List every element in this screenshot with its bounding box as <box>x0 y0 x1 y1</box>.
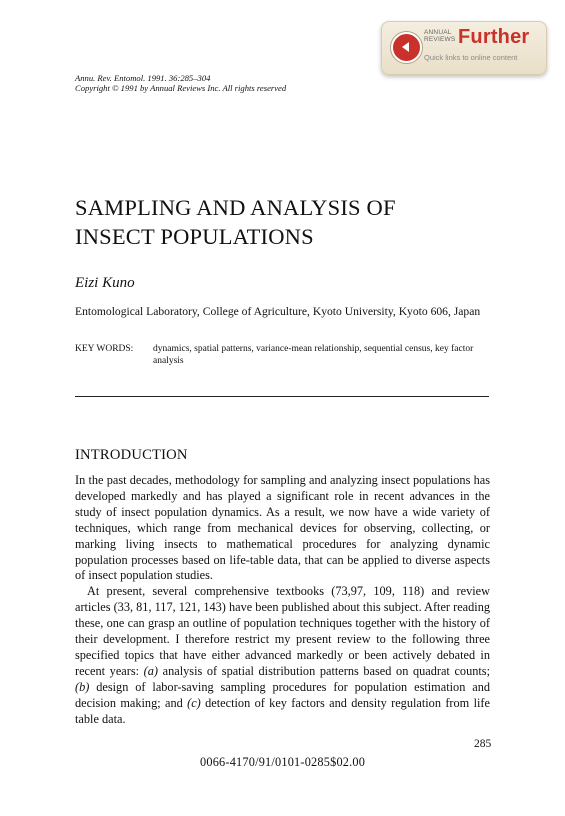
badge-further: Further <box>458 26 530 48</box>
further-badge[interactable] <box>381 21 547 75</box>
title-line-1: SAMPLING AND ANALYSIS OF <box>75 195 396 220</box>
keywords-label: KEY WORDS: <box>75 344 134 354</box>
badge-annual: ANNUAL <box>424 29 452 36</box>
play-arrow-icon[interactable] <box>391 32 422 63</box>
citation-line: Annu. Rev. Entomol. 1991. 36:285–304 <box>75 73 211 83</box>
p2-text-1: At present, several comprehensive textbooks (73,97, 109, 118) and review articles (33, 81, 117, 121, 143) have been published about this subject. After reading these, one can grasp an outline of population techniques together with the history of their development. I therefore restrict my present review to the following three specified topics that have either advanced markedly or been actively debated in recent years: <box>75 584 490 678</box>
copyright-line: Copyright © 1991 by Annual Reviews Inc. All rights reserved <box>75 83 287 93</box>
title-line-2: INSECT POPULATIONS <box>75 224 314 249</box>
badge-reviews: REVIEWS <box>424 36 456 43</box>
p2-text-4: detection of key factors and density regulation from life table data. <box>75 695 490 726</box>
p2-marker-a: (a) <box>143 663 159 678</box>
keywords-list: dynamics, spatial patterns, variance-mean relationship, sequential census, key factor analysis <box>153 344 474 366</box>
p2-marker-b: (b) <box>75 679 90 694</box>
introduction-body <box>75 473 490 728</box>
paragraph-1: In the past decades, methodology for sampling and analyzing insect populations has developed markedly and has played a significant role in recent advances in the study of insect population dynamics. As a result, we now have a wide variety of techniques, which range from mechanical devices for observing, collecting, or marking living insects to mathematical procedures for analyzing dynamic population processes based on life-table data, that can be applied to diverse aspects of insect population studies. <box>75 473 490 583</box>
author-affiliation: Entomological Laboratory, College of Agriculture, Kyoto University, Kyoto 606, Japan <box>75 305 481 318</box>
page-number: 285 <box>474 738 492 750</box>
journal-citation <box>75 73 286 93</box>
p2-text-2: analysis of spatial distribution patterns based on quadrat counts; <box>158 663 491 678</box>
badge-tagline: Quick links to online content <box>424 53 518 62</box>
section-heading: INTRODUCTION <box>75 447 188 463</box>
article-title <box>75 193 396 251</box>
p2-text-3: design of labor-saving sampling procedures for population estimation and decision making; and <box>75 679 490 710</box>
paragraph-2 <box>75 584 490 727</box>
section-divider <box>75 396 489 397</box>
price-code: 0066-4170/91/0101-0285$02.00 <box>200 755 366 769</box>
p2-marker-c: (c) <box>187 695 201 710</box>
author-name: Eizi Kuno <box>75 275 135 291</box>
